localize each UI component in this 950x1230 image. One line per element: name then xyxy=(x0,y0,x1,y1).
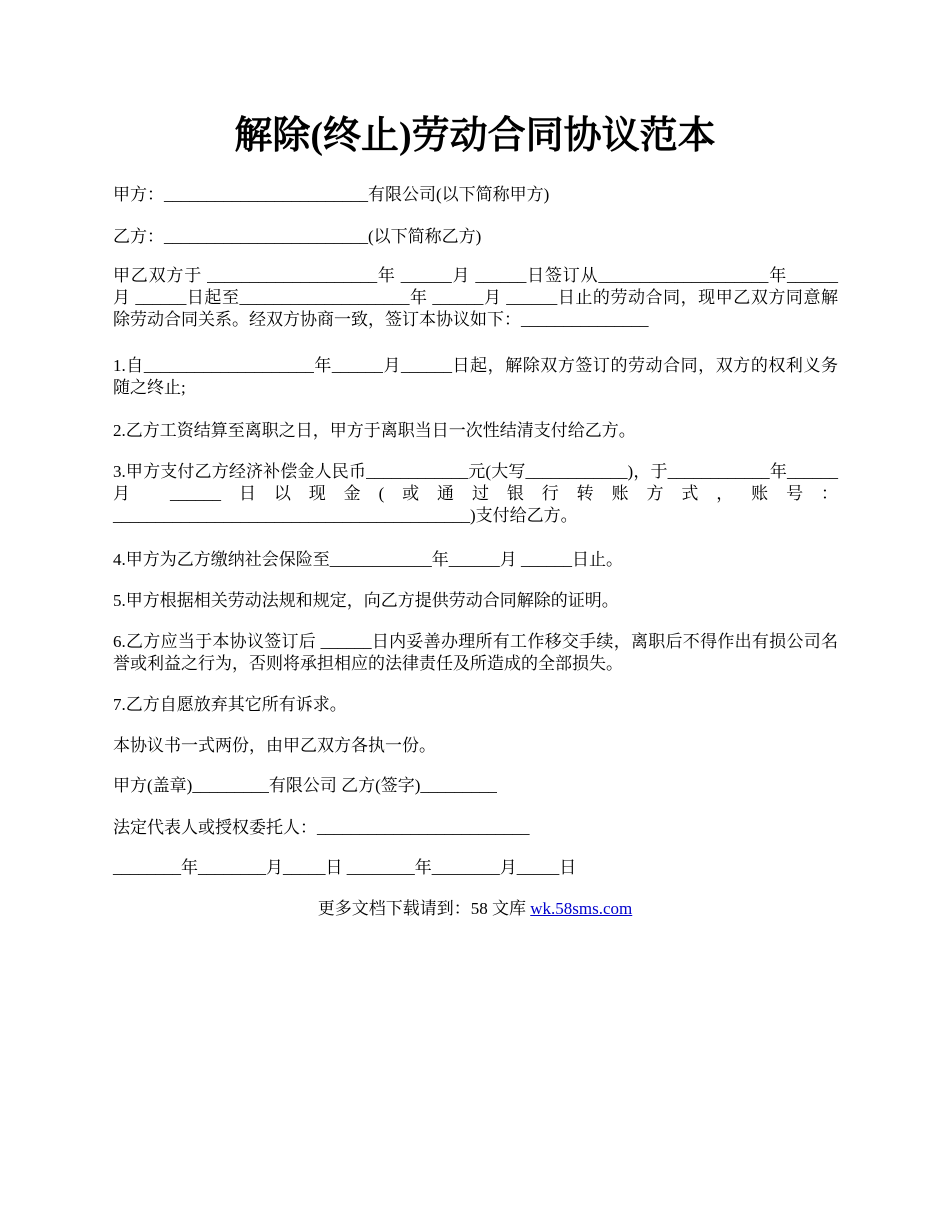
clause-4: 4.甲方为乙方缴纳社会保险至____________年______月 ______日止。 xyxy=(113,550,623,569)
footer-link[interactable]: wk.58sms.com xyxy=(530,899,633,918)
clause-7: 7.乙方自愿放弃其它所有诉求。 xyxy=(113,695,347,714)
date-line: ________年________月_____日 ________年________月_____日 xyxy=(113,858,577,877)
footer-text: 更多文档下载请到：58 文库 xyxy=(317,899,531,918)
clause-3: 3.甲方支付乙方经济补偿金人民币____________元(大写____________)，于____________年______月 ______日以现金(或通过银行转账方式，账号：__________________________________________)支付给乙方。 xyxy=(113,462,838,525)
clause-1: 1.自____________________年______月______日起，解除双方签订的劳动合同，双方的权利义务随之终止; xyxy=(113,356,838,397)
clause-2: 2.乙方工资结算至离职之日，甲方于离职当日一次性结清支付给乙方。 xyxy=(113,421,636,440)
representative-line: 法定代表人或授权委托人：_________________________ xyxy=(113,818,530,837)
party-a-line: 甲方：________________________有限公司(以下简称甲方) xyxy=(113,185,550,204)
party-b-line: 乙方：________________________(以下简称乙方) xyxy=(113,227,482,246)
clause-5: 5.甲方根据相关劳动法规和规定，向乙方提供劳动合同解除的证明。 xyxy=(113,591,619,610)
copies-note: 本协议书一式两份，由甲乙双方各执一份。 xyxy=(113,736,436,755)
preamble-paragraph: 甲乙双方于 ____________________年 ______月 ______日签订从____________________年______月 ______日起至____________________年 ______月 ______日止的劳动合同，现甲乙双方同意解除劳动合同关系。经双方协商一致，签订本协议如下：_______________ xyxy=(113,266,838,329)
footer-download-note xyxy=(0,898,950,920)
signature-line: 甲方(盖章)_________有限公司 乙方(签字)_________ xyxy=(113,776,497,795)
clause-6: 6.乙方应当于本协议签订后 ______日内妥善办理所有工作移交手续，离职后不得作出有损公司名誉或利益之行为，否则将承担相应的法律责任及所造成的全部损失。 xyxy=(113,632,838,673)
document-title: 解除(终止)劳动合同协议范本 xyxy=(234,115,716,157)
